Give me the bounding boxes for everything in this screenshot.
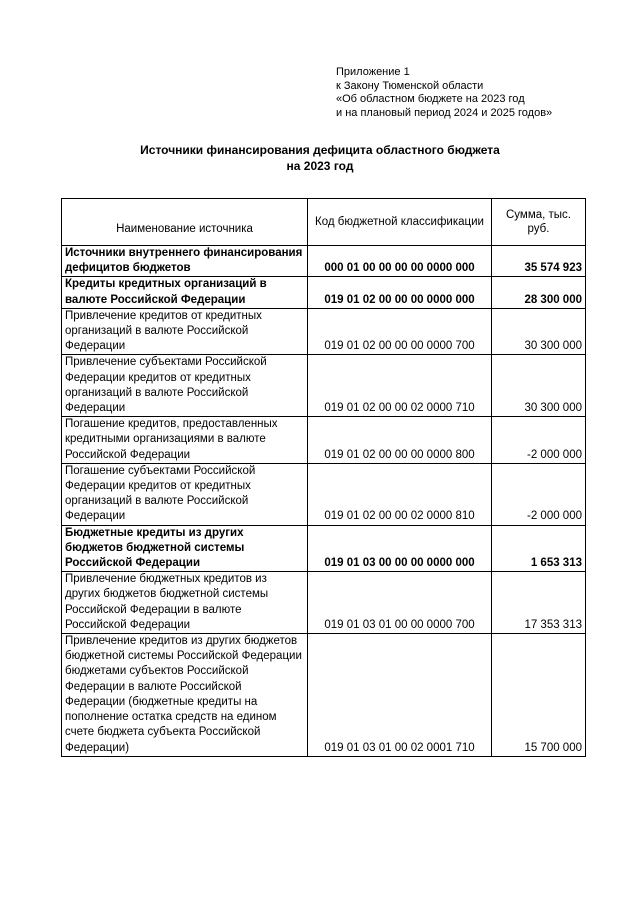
amount-cell: 15 700 000	[492, 634, 586, 757]
amount-cell: -2 000 000	[492, 463, 586, 525]
appendix-note	[336, 66, 552, 120]
source-name-cell: Привлечение кредитов из других бюджетов бюджетной системы Российской Федерации бюджетами субъектов Российской Федерации в валюте Российской Федерации (бюджетные кредиты на пополнение остатка средств на едином счете бюджета субъекта Российской Федерации)	[62, 634, 308, 757]
table-row	[62, 277, 586, 308]
header-source-name: Наименование источника	[62, 199, 308, 246]
appendix-line-3: «Об областном бюджете на 2023 год	[336, 93, 525, 105]
amount-cell: -2 000 000	[492, 417, 586, 464]
source-name-cell: Погашение кредитов, предоставленных кредитными организациями в валюте Российской Федерации	[62, 417, 308, 464]
appendix-line-2: к Закону Тюменской области	[336, 79, 484, 92]
amount-cell: 35 574 923	[492, 246, 586, 277]
source-name-cell: Источники внутреннего финансирования дефицитов бюджетов	[62, 246, 308, 277]
budget-code-cell: 019 01 03 01 00 00 0000 700	[308, 572, 492, 634]
table-header-row	[62, 199, 586, 246]
amount-cell: 17 353 313	[492, 572, 586, 634]
header-amount: Сумма, тыс. руб.	[492, 199, 586, 246]
table-row	[62, 417, 586, 464]
amount-cell: 30 300 000	[492, 308, 586, 355]
document-title-line-1: Источники финансирования дефицита областного бюджета	[140, 143, 500, 157]
budget-code-cell: 019 01 02 00 00 00 0000 000	[308, 277, 492, 308]
budget-code-cell: 019 01 02 00 00 00 0000 700	[308, 308, 492, 355]
financing-sources-table	[61, 198, 586, 757]
table-row	[62, 355, 586, 417]
source-name-cell: Привлечение бюджетных кредитов из других бюджетов бюджетной системы Российской Федерации в валюте Российской Федерации	[62, 572, 308, 634]
amount-cell: 28 300 000	[492, 277, 586, 308]
table-body	[62, 246, 586, 757]
source-name-cell: Бюджетные кредиты из других бюджетов бюджетной системы Российской Федерации	[62, 525, 308, 572]
table-row	[62, 525, 586, 572]
amount-cell: 30 300 000	[492, 355, 586, 417]
budget-code-cell: 019 01 02 00 00 02 0000 810	[308, 463, 492, 525]
source-name-cell: Привлечение субъектами Российской Федерации кредитов от кредитных организаций в валюте Российской Федерации	[62, 355, 308, 417]
table-row	[62, 463, 586, 525]
table-row	[62, 572, 586, 634]
header-budget-code: Код бюджетной классификации	[308, 199, 492, 246]
source-name-cell: Кредиты кредитных организаций в валюте Российской Федерации	[62, 277, 308, 308]
appendix-line-1: Приложение 1	[336, 66, 410, 78]
budget-code-cell: 000 01 00 00 00 00 0000 000	[308, 246, 492, 277]
appendix-line-4: и на плановый период 2024 и 2025 годов»	[336, 106, 553, 119]
source-name-cell: Погашение субъектами Российской Федерации кредитов от кредитных организаций в валюте Российской Федерации	[62, 463, 308, 525]
budget-code-cell: 019 01 02 00 00 02 0000 710	[308, 355, 492, 417]
document-title	[0, 142, 640, 174]
source-name-cell: Привлечение кредитов от кредитных организаций в валюте Российской Федерации	[62, 308, 308, 355]
amount-cell: 1 653 313	[492, 525, 586, 572]
table-row	[62, 308, 586, 355]
table-row	[62, 634, 586, 757]
table-row	[62, 246, 586, 277]
budget-code-cell: 019 01 03 01 00 02 0001 710	[308, 634, 492, 757]
budget-code-cell: 019 01 03 00 00 00 0000 000	[308, 525, 492, 572]
budget-code-cell: 019 01 02 00 00 00 0000 800	[308, 417, 492, 464]
document-title-line-2: на 2023 год	[286, 159, 354, 173]
